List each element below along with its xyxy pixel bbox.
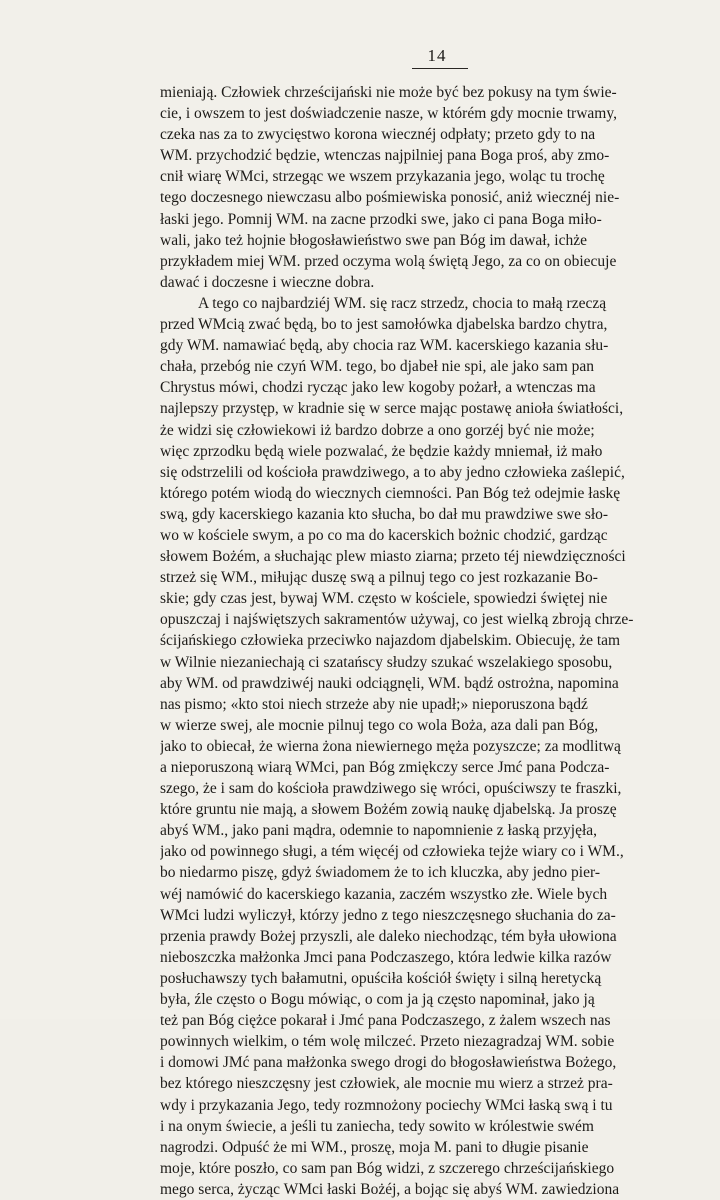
text-line: nagrodzi. Odpuść że mi WM., proszę, moja M. pani to długie pisanie [160, 1138, 589, 1156]
page-number-rule [412, 68, 468, 69]
text-line: bo niedarmo piszę, gdyż świadomem że to ich kluczka, aby jedno pier- [160, 864, 601, 882]
text-line: dawać i doczesne i wieczne dobra. [160, 273, 375, 291]
text-line: cie, i owszem to jest doświadczenie nasze, w którém gdy mocnie trwamy, [160, 105, 617, 123]
text-line: słowem Bożém, a słuchając plew miasto ziarna; przeto téj niewdzięczności [160, 548, 626, 566]
text-line: nas pismo; «kto stoi niech strzeże aby nie upadł;» nieporuszona bądź [160, 695, 588, 713]
text-line: gdy WM. namawiać będą, aby chocia raz WM. kacerskiego kazania słu- [160, 337, 609, 355]
text-line: szego, że i sam do kościoła prawdziwego się wróci, opuściwszy te fraszki, [160, 780, 622, 798]
text-line: i domowi JMć pana małżonka swego drogi do błogosławieństwa Bożego, [160, 1054, 617, 1072]
text-line: cnił wiarę WMci, strzegąc we wszem przykazania jego, woląc tu trochę [160, 168, 605, 186]
text-line: A tego co najbardziéj WM. się racz strzedz, chocia to małą rzeczą [198, 294, 607, 312]
text-line: ścijańskiego człowieka przeciwko najazdom djabelskim. Obiecuję, że tam [160, 632, 621, 650]
text-line: Chrystus mówi, chodzi rycząc jako lew kogoby pożarł, a wtenczas ma [160, 379, 596, 397]
text-line: nieboszczka małżonka Jmci pana Podczaszego, która ledwie kilka razów [160, 948, 612, 966]
text-line: powinnych wielkim, o tém wolę milczeć. Przeto niezagradzaj WM. sobie [160, 1033, 615, 1051]
text-line: którego potém wiodą do wiecznych ciemności. Pan Bóg też odejmie łaskę [160, 484, 621, 502]
body-text [160, 82, 686, 1200]
page-number: 14 [427, 46, 447, 65]
text-line: przykładem miej WM. przed oczyma wolą świętą Jego, za co on obiecuje [160, 252, 617, 270]
text-line: które gruntu nie mają, a słowem Bożém zowią naukę djabelską. Ja proszę [160, 801, 617, 819]
text-line: wali, jako też hojnie błogosławieństwo swe pan Bóg im dawał, ichże [160, 231, 588, 249]
text-line: jako od powinnego sługi, a tém więcéj od człowieka tejże wiary co i WM., [160, 843, 624, 861]
text-line: w Wilnie niezaniechają ci szatańscy słudzy szukać wszelakiego sposobu, [160, 653, 613, 671]
text-line: była, źle często o Bogu mówiąc, o com ja ją często napominał, jako ją [160, 991, 595, 1009]
text-line: chała, przebóg nie czyń WM. tego, bo djabeł nie spi, ale jako sam pan [160, 358, 594, 376]
text-line: tego doczesnego niewczasu albo pośmiewiska ponosić, aniż wiecznéj nie- [160, 189, 620, 207]
text-line: mieniają. Człowiek chrześcijański nie może być bez pokusy na tym świe- [160, 84, 617, 101]
text-line: więc zprzodku będą wiele pozwalać, że będzie każdy mniemał, iż mało [160, 442, 603, 460]
text-line: bez którego nieszczęsny jest człowiek, ale mocnie mu wierz a strzeż pra- [160, 1075, 613, 1093]
text-line: posłuchawszy tych bałamutni, opuściła kościół święty i silną heretycką [160, 969, 602, 987]
text-line: że widzi się człowiekowi iż bardzo dobrze a ono gorzéj być nie może; [160, 421, 595, 439]
text-line: skie; gdy czas jest, bywaj WM. często w kościele, spowiedzi świętej nie [160, 590, 608, 608]
text-line: wdy i przykazania Jego, tedy rozmnożony pociechy WMci łaską swą i tu [160, 1096, 613, 1114]
text-line: swą, gdy kacerskiego kazania kto słucha, bo dał mu prawdziwe swe sło- [160, 505, 609, 523]
text-line: jako to obiecał, że wierna żona niewiernego męża pozyszcze; za modlitwą [160, 737, 621, 755]
text-line: przenia prawdy Bożej przyszli, ale daleko niechodząc, tém była ułowiona [160, 927, 617, 945]
text-line: się odstrzelili od kościoła prawdziwego, a to aby jedno człowieka zaślepić, [160, 463, 625, 481]
text-line: abyś WM., jako pani mądra, odemnie to napomnienie z łaską przyjęła, [160, 822, 598, 840]
text-line: też pan Bóg ciężce pokarał i Jmć pana Podczaszego, z żalem wszech nas [160, 1012, 611, 1030]
text-line: mego serca, życząc WMci łaski Bożéj, a bojąc się abyś WM. zawiedziona [160, 1180, 620, 1198]
text-line: czeka nas za to zwycięstwo korona wiecznéj odpłaty; przeto gdy to na [160, 126, 596, 144]
text-line: najlepszy przystęp, w kradnie się w serce mając postawę anioła światłości, [160, 400, 624, 418]
text-line: przed WMcią zwać będą, bo to jest samołówka djabelska bardzo chytra, [160, 316, 608, 334]
text-line: moje, które poszło, co sam pan Bóg widzi, z szczerego chrześcijańskiego [160, 1159, 615, 1177]
text-line: a nieporuszoną wiarą WMci, pan Bóg zmiękczy serce Jmć pana Podcza- [160, 759, 610, 776]
text-line: wéj namówić do kacerskiego kazania, zaczém wszystko złe. Wiele bych [160, 885, 608, 903]
text-line: aby WM. od prawdziwéj nauki odciągnęli, WM. bądź ostrożna, napomina [160, 674, 619, 692]
text-line: opuszczaj i najświętszych sakramentów używaj, co jest wielką zbroją chrze- [160, 611, 634, 629]
text-line: strzeż się WM., miłując duszę swą a pilnuj tego co jest rozkazanie Bo- [160, 569, 598, 587]
text-line: WMci ludzi wyliczył, którzy jedno z tego nieszczęsnego słuchania do za- [160, 906, 616, 924]
text-line: wo w kościele swym, a po co ma do kacerskich bożnic chodzić, gardząc [160, 526, 608, 544]
text-line: w wierze swej, ale mocnie pilnuj tego co wola Boża, aza dali pan Bóg, [160, 716, 599, 734]
text-line: i na onym świecie, a jeśli tu zaniecha, tedy sowito w królestwie swém [160, 1117, 594, 1135]
text-line: WM. przychodzić będzie, wtenczas najpilniej pana Boga proś, aby zmo- [160, 147, 610, 165]
text-line: łaski jego. Pomnij WM. na zacne przodki swe, jako ci pana Boga miło- [160, 210, 602, 228]
